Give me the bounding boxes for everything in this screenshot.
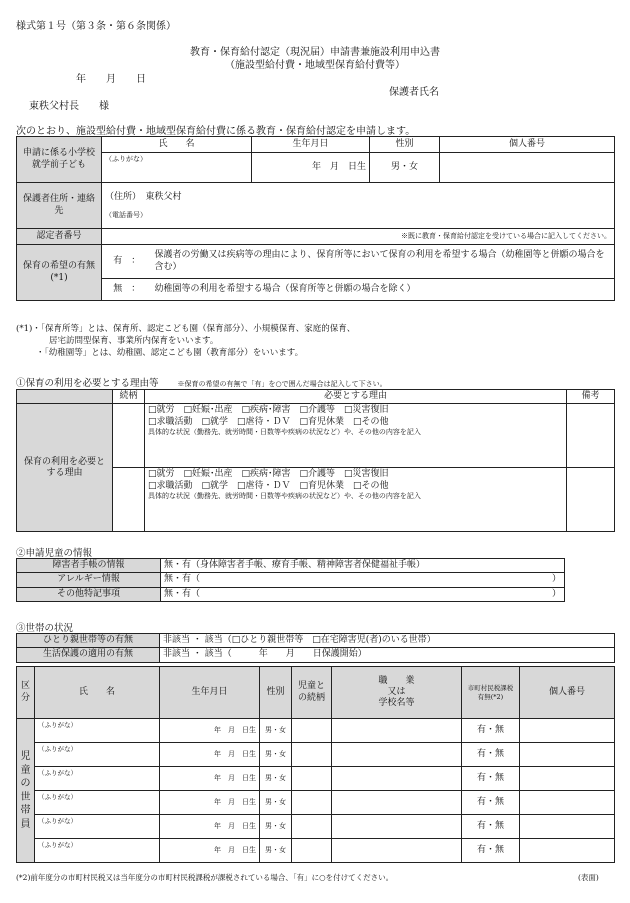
member-tax-header: 市町村民税課税有無(*2) bbox=[462, 667, 520, 719]
member-id-field[interactable] bbox=[520, 839, 615, 863]
reason-header: 必要とする理由 bbox=[145, 390, 567, 404]
section1-title: ①保育の利用を必要とする理由等 ※保育の希望の有無で「有」を○で囲んだ場合は記入して下さい。 bbox=[16, 378, 387, 389]
kubun-header: 区分 bbox=[17, 667, 35, 719]
member-id-field[interactable] bbox=[520, 791, 615, 815]
applicant-table bbox=[16, 136, 615, 301]
date-field[interactable]: 年 月 日 bbox=[76, 74, 146, 85]
section2-title: ②申請児童の情報 bbox=[16, 548, 93, 559]
member-name-field[interactable]: （ふりがな） bbox=[35, 791, 160, 815]
member-tax-field[interactable]: 有・無 bbox=[462, 719, 520, 743]
rel-field-2[interactable] bbox=[113, 468, 145, 532]
guardian-label: 保護者住所・連絡先 bbox=[17, 183, 102, 229]
dob-header: 生年月日 bbox=[252, 137, 370, 153]
disability-field[interactable]: 無・有（身体障害者手帳、療育手帳、精神障害者保健福祉手帳） bbox=[161, 559, 565, 573]
member-dob-field[interactable]: 年 月 日生 bbox=[160, 767, 260, 791]
reason-field-2[interactable] bbox=[145, 468, 567, 532]
member-sex-field[interactable]: 男・女 bbox=[260, 815, 292, 839]
child-label: 申請に係る小学校就学前子ども bbox=[17, 137, 102, 183]
household-summary-table bbox=[16, 633, 615, 663]
note1-line1: (*1)・「保育所等」とは、保育所、認定こども園（保育部分）、小規模保育、家庭的保育、 bbox=[16, 324, 356, 334]
member-rel-field[interactable] bbox=[292, 743, 332, 767]
welfare-field[interactable]: 非該当 ・ 該当（ 年 月 日保護開始） bbox=[160, 648, 615, 662]
reason-options-row2[interactable]: □求職活動 □就学 □虐待・ＤＶ □育児休業 □その他 bbox=[148, 416, 389, 427]
member-dob-field[interactable]: 年 月 日生 bbox=[160, 839, 260, 863]
member-name-field[interactable]: （ふりがな） bbox=[35, 767, 160, 791]
member-job-field[interactable] bbox=[332, 791, 462, 815]
allergy-field[interactable]: 無・有（ ） bbox=[161, 573, 565, 587]
tel-label: （電話番号） bbox=[105, 210, 147, 219]
form-title: 教育・保育給付認定（現況届）申請書兼施設利用申込書 bbox=[190, 47, 440, 58]
member-id-field[interactable] bbox=[520, 743, 615, 767]
reason-options-row1[interactable]: □就労 □妊娠･出産 □疾病･障害 □介護等 □災害復旧 bbox=[148, 405, 389, 416]
hope-no[interactable]: 無 ： bbox=[102, 279, 152, 301]
members-side-label: 児童の世帯員 bbox=[17, 719, 35, 863]
member-job-field[interactable] bbox=[332, 743, 462, 767]
disability-label: 障害者手帳の情報 bbox=[17, 559, 161, 573]
furigana-label: （ふりがな） bbox=[105, 155, 147, 163]
cert-note: ※既に教育・保育給付認定を受けている場合に記入してください。 bbox=[401, 231, 612, 240]
member-name-header: 氏 名 bbox=[35, 667, 160, 719]
child-info-table bbox=[16, 558, 565, 602]
child-sex-field[interactable]: 男・女 bbox=[370, 153, 440, 183]
member-dob-header: 生年月日 bbox=[160, 667, 260, 719]
reason-options-row1[interactable]: □就労 □妊娠･出産 □疾病･障害 □介護等 □災害復旧 bbox=[148, 469, 389, 480]
reason-table bbox=[16, 389, 615, 532]
addressee: 東秩父村長 様 bbox=[29, 101, 109, 112]
guardian-address-field[interactable] bbox=[102, 183, 615, 229]
hope-no-text: 幼稚園等の利用を希望する場合（保育所等と併願の場合を除く） bbox=[152, 279, 615, 301]
hope-yes[interactable]: 有 ： bbox=[102, 245, 152, 279]
section3-title: ③世帯の状況 bbox=[16, 623, 74, 634]
member-name-field[interactable]: （ふりがな） bbox=[35, 815, 160, 839]
member-name-field[interactable]: （ふりがな） bbox=[35, 719, 160, 743]
reason-options-row2[interactable]: □求職活動 □就学 □虐待・ＤＶ □育児休業 □その他 bbox=[148, 480, 389, 491]
remarks-field-2[interactable] bbox=[567, 468, 615, 532]
name-header: 氏 名 bbox=[102, 137, 252, 153]
reason-label: 保育の利用を必要とする理由 bbox=[17, 404, 113, 532]
footer-note: (*2)前年度分の市町村民税又は当年度分の市町村民税課税が課税されている場合、「有」に○を付けてください。 bbox=[16, 873, 394, 882]
member-id-field[interactable] bbox=[520, 767, 615, 791]
member-sex-field[interactable]: 男・女 bbox=[260, 719, 292, 743]
member-sex-field[interactable]: 男・女 bbox=[260, 791, 292, 815]
member-job-field[interactable] bbox=[332, 839, 462, 863]
child-id-field[interactable] bbox=[440, 153, 615, 183]
member-job-header: 職 業 又は 学校名等 bbox=[332, 667, 462, 719]
allergy-label: アレルギー情報 bbox=[17, 573, 161, 587]
member-rel-field[interactable] bbox=[292, 767, 332, 791]
child-name-field[interactable] bbox=[102, 153, 252, 183]
member-rel-field[interactable] bbox=[292, 815, 332, 839]
sex-header: 性別 bbox=[370, 137, 440, 153]
remarks-header: 備考 bbox=[567, 390, 615, 404]
member-job-field[interactable] bbox=[332, 767, 462, 791]
member-tax-field[interactable]: 有・無 bbox=[462, 743, 520, 767]
id-header: 個人番号 bbox=[440, 137, 615, 153]
member-dob-field[interactable]: 年 月 日生 bbox=[160, 791, 260, 815]
member-job-field[interactable] bbox=[332, 815, 462, 839]
member-sex-field[interactable]: 男・女 bbox=[260, 767, 292, 791]
member-rel-header: 児童との続柄 bbox=[292, 667, 332, 719]
reason-detail-hint: 具体的な状況（勤務先、就労時間・日数等や疾病の状況など）や、その他の内容を記入 bbox=[148, 427, 421, 436]
special-notes-label: その他特記事項 bbox=[17, 587, 161, 601]
member-name-field[interactable]: （ふりがな） bbox=[35, 743, 160, 767]
remarks-field-1[interactable] bbox=[567, 404, 615, 468]
rel-header: 続柄 bbox=[113, 390, 145, 404]
reason-label-header bbox=[17, 390, 113, 404]
address-label: （住所） 東秩父村 bbox=[105, 191, 182, 202]
special-notes-field[interactable]: 無・有（ ） bbox=[161, 587, 565, 601]
member-name-field[interactable]: （ふりがな） bbox=[35, 839, 160, 863]
member-sex-field[interactable]: 男・女 bbox=[260, 743, 292, 767]
single-parent-field[interactable]: 非該当 ・ 該当（□ひとり親世帯等 □在宅障害児(者)のいる世帯） bbox=[160, 634, 615, 648]
member-sex-header: 性別 bbox=[260, 667, 292, 719]
child-dob-field[interactable]: 年 月 日生 bbox=[252, 153, 370, 183]
note1-line2: 居宅訪問型保育、事業所内保育をいいます。 bbox=[49, 336, 219, 346]
reason-detail-hint: 具体的な状況（勤務先、就労時間・日数等や疾病の状況など）や、その他の内容を記入 bbox=[148, 491, 421, 500]
intro-text: 次のとおり、施設型給付費・地域型保育給付費に係る教育・保育給付認定を申請します。 bbox=[16, 126, 416, 137]
member-tax-field[interactable]: 有・無 bbox=[462, 815, 520, 839]
member-id-header: 個人番号 bbox=[520, 667, 615, 719]
member-rel-field[interactable] bbox=[292, 719, 332, 743]
member-tax-field[interactable]: 有・無 bbox=[462, 767, 520, 791]
household-members-table bbox=[16, 666, 615, 863]
note1-line3: ・「幼稚園等」とは、幼稚園、認定こども園（教育部分）をいいます。 bbox=[36, 348, 304, 358]
section1-note: ※保育の希望の有無で「有」を○で囲んだ場合は記入して下さい。 bbox=[177, 380, 387, 388]
form-subtitle: （施設型給付費・地域型保育給付費等） bbox=[225, 60, 405, 71]
member-id-field[interactable] bbox=[520, 719, 615, 743]
member-id-field[interactable] bbox=[520, 815, 615, 839]
member-rel-field[interactable] bbox=[292, 839, 332, 863]
form-number: 様式第１号（第３条・第６条関係） bbox=[16, 21, 176, 32]
hope-label: 保育の希望の有無(*1) bbox=[17, 245, 102, 301]
page-side-label: (表面) bbox=[578, 873, 599, 882]
single-parent-label: ひとり親世帯等の有無 bbox=[17, 634, 160, 648]
member-dob-field[interactable]: 年 月 日生 bbox=[160, 815, 260, 839]
welfare-label: 生活保護の適用の有無 bbox=[17, 648, 160, 662]
member-tax-field[interactable]: 有・無 bbox=[462, 839, 520, 863]
member-tax-field[interactable]: 有・無 bbox=[462, 791, 520, 815]
cert-label: 認定者番号 bbox=[17, 229, 102, 245]
member-job-field[interactable] bbox=[332, 719, 462, 743]
hope-yes-text: 保護者の労働又は疾病等の理由により、保育所等において保育の利用を希望する場合（幼稚園等と併願の場合を含む） bbox=[152, 245, 615, 279]
reason-field-1[interactable] bbox=[145, 404, 567, 468]
cert-number-field[interactable] bbox=[102, 229, 615, 245]
member-sex-field[interactable]: 男・女 bbox=[260, 839, 292, 863]
guardian-name-field[interactable]: 保護者氏名 bbox=[389, 87, 439, 98]
member-rel-field[interactable] bbox=[292, 791, 332, 815]
member-dob-field[interactable]: 年 月 日生 bbox=[160, 743, 260, 767]
rel-field-1[interactable] bbox=[113, 404, 145, 468]
member-dob-field[interactable]: 年 月 日生 bbox=[160, 719, 260, 743]
